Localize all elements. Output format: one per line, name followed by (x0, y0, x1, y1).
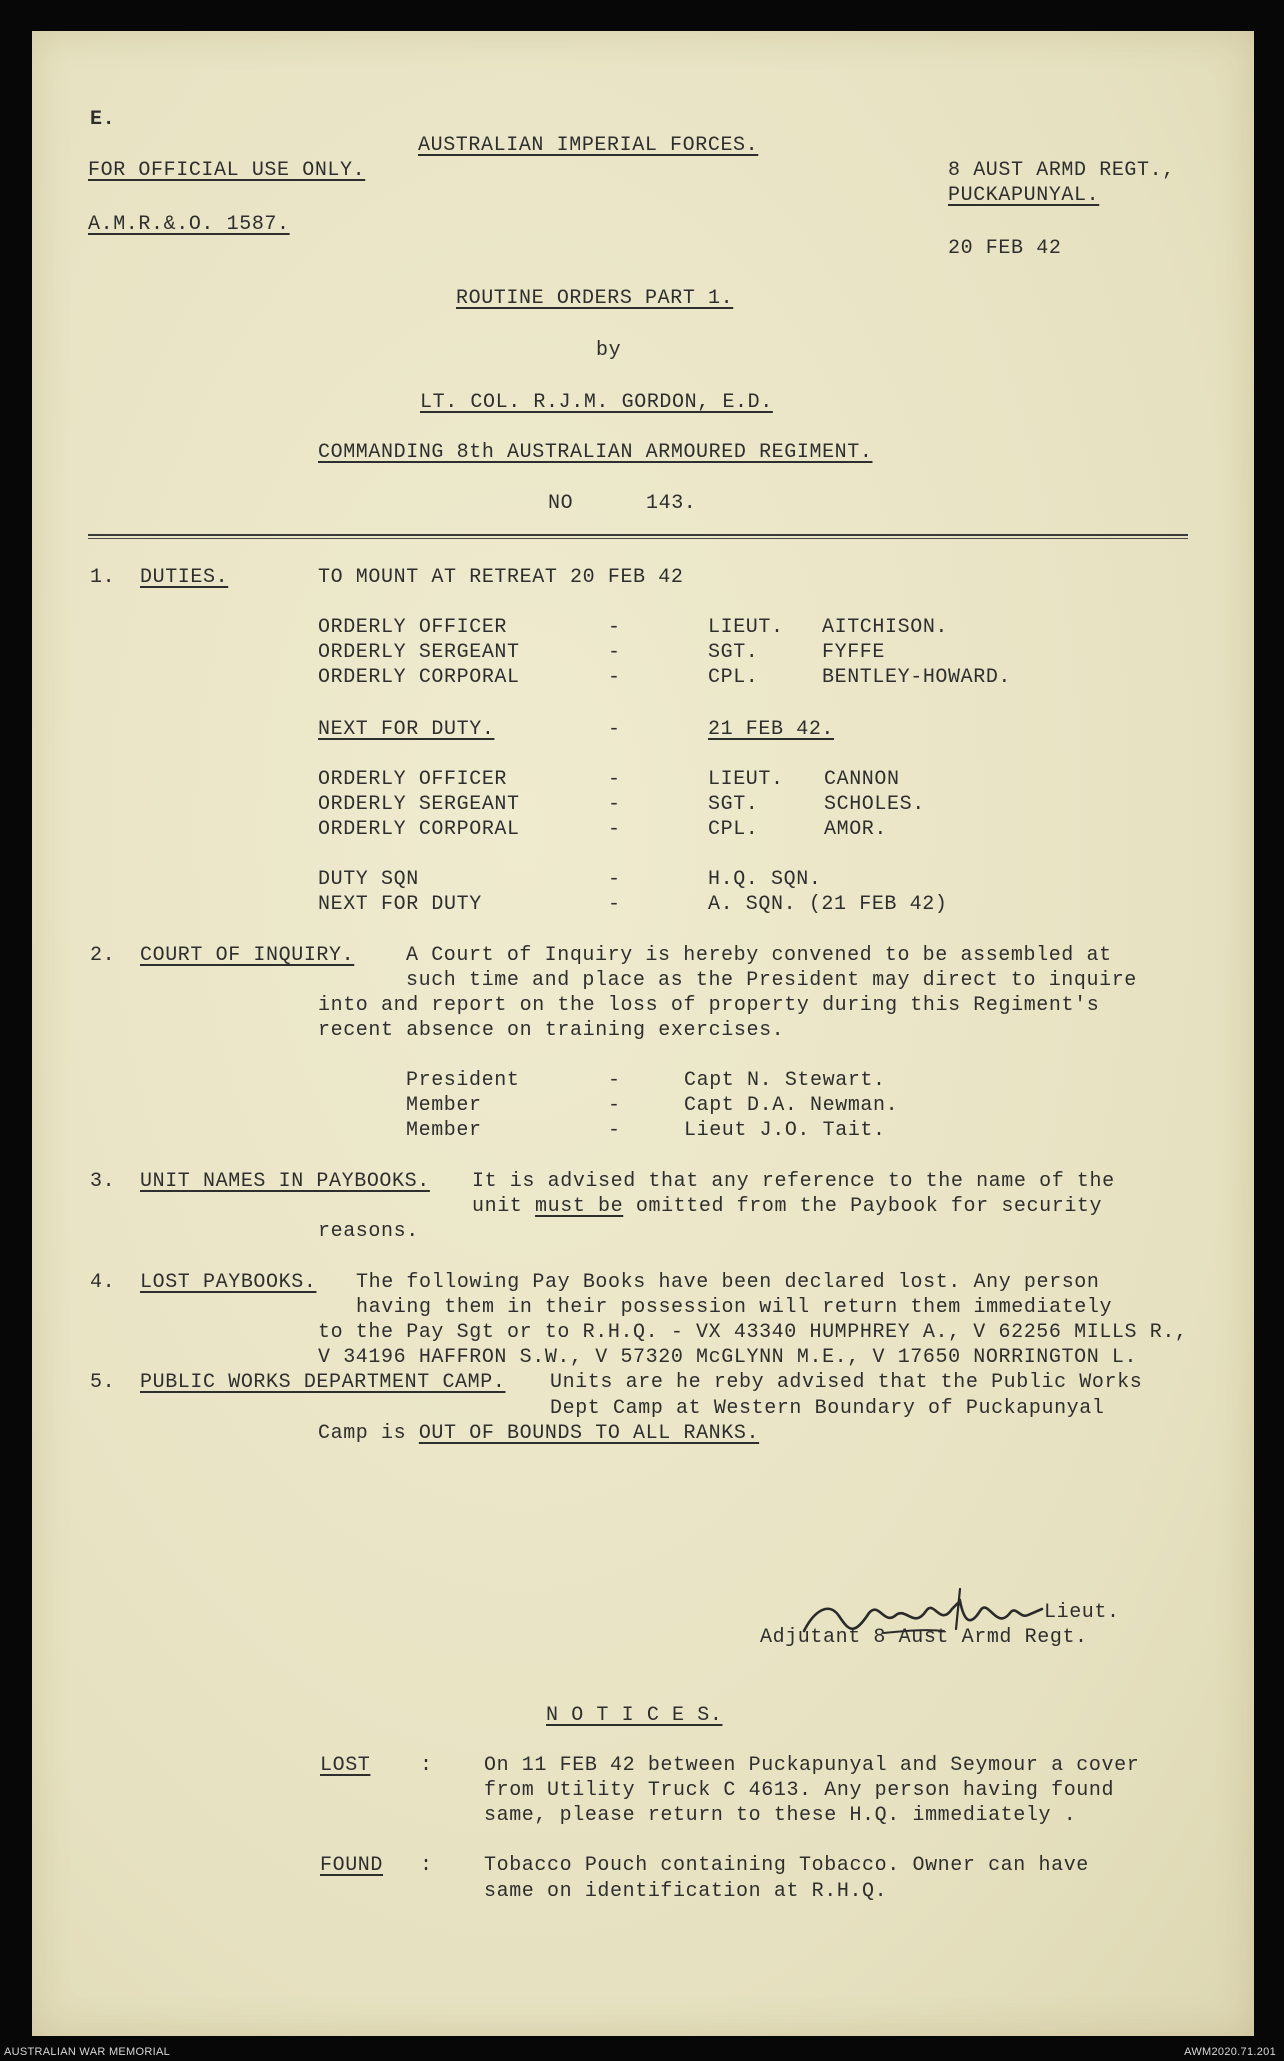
classification: FOR OFFICIAL USE ONLY. (88, 159, 366, 182)
notice-text: from Utility Truck C 4613. Any person having found (484, 1779, 1115, 1802)
dash: - (608, 868, 621, 891)
duty-role: ORDERLY SERGEANT (318, 641, 520, 664)
dash: - (608, 893, 621, 916)
dash: - (608, 718, 621, 741)
member-role: Member (406, 1094, 482, 1117)
section-heading-court: COURT OF INQUIRY. (140, 944, 355, 967)
dash: - (608, 1119, 621, 1142)
notice-label: FOUND (320, 1854, 384, 1877)
notice-label: LOST (320, 1754, 371, 1777)
order-number-label: NO (548, 492, 574, 515)
notice-separator: : (420, 1854, 433, 1877)
lost-text: The following Pay Books have been declared lost. Any person (356, 1271, 1100, 1294)
duty-rank: SGT. (708, 641, 759, 664)
next-duty-date: 21 FEB 42. (708, 718, 835, 741)
paybooks-text (472, 1195, 1102, 1219)
section-heading-paybooks: UNIT NAMES IN PAYBOOKS. (140, 1170, 430, 1193)
divider-secondary (88, 538, 1188, 539)
dash: - (608, 641, 621, 664)
unit-name: 8 AUST ARMD REGT., (948, 159, 1175, 182)
member-name: Capt D.A. Newman. (684, 1094, 899, 1117)
section-heading-duties: DUTIES. (140, 566, 229, 589)
pwd-text-part: Camp is (318, 1422, 407, 1445)
section-number: 2. (90, 944, 116, 967)
section-number: 3. (90, 1170, 116, 1193)
dash: - (608, 1094, 621, 1117)
duty-rank: CPL. (708, 666, 759, 689)
duty-role: ORDERLY OFFICER (318, 768, 508, 791)
member-role: Member (406, 1119, 482, 1142)
orders-by: by (596, 339, 622, 362)
pwd-emphasis: OUT OF BOUNDS TO ALL RANKS. (418, 1422, 760, 1445)
duty-name: CANNON (824, 768, 900, 791)
duty-role: ORDERLY SERGEANT (318, 793, 520, 816)
lost-text: V 34196 HAFFRON S.W., V 57320 McGLYNN M.E., V 17650 NORRINGTON L. (318, 1346, 1138, 1369)
orders-title: ROUTINE ORDERS PART 1. (456, 287, 734, 310)
duty-name: BENTLEY-HOWARD. (822, 666, 1012, 689)
notices-heading: N O T I C E S. (546, 1704, 723, 1727)
reference-number: A.M.R.&.O. 1587. (88, 213, 290, 236)
duty-role: ORDERLY CORPORAL (318, 666, 520, 689)
divider (88, 534, 1188, 536)
court-text: such time and place as the President may direct to inquire (406, 969, 1137, 992)
court-text: recent absence on training exercises. (318, 1019, 785, 1042)
section-number: 5. (90, 1371, 116, 1394)
pwd-text (318, 1422, 759, 1446)
paybooks-text-part: omitted from the Paybook for security (635, 1195, 1103, 1218)
duty-rank: CPL. (708, 818, 759, 841)
duty-rank: SGT. (708, 793, 759, 816)
duty-role: ORDERLY CORPORAL (318, 818, 520, 841)
notice-text: same on identification at R.H.Q. (484, 1880, 888, 1903)
paybooks-emphasis: must be (535, 1195, 624, 1218)
section-number: 1. (90, 566, 116, 589)
dash: - (608, 616, 621, 639)
pwd-text: Units are he reby advised that the Public Works (550, 1371, 1143, 1394)
next-for-duty-label: NEXT FOR DUTY. (318, 718, 495, 741)
section-heading-pwd-camp: PUBLIC WORKS DEPARTMENT CAMP. (140, 1371, 506, 1394)
duty-name: SCHOLES. (824, 793, 925, 816)
dash: - (608, 768, 621, 791)
dash: - (608, 666, 621, 689)
paybooks-text-part: unit (472, 1195, 523, 1218)
duty-role: ORDERLY OFFICER (318, 616, 508, 639)
lost-text: to the Pay Sgt or to R.H.Q. - VX 43340 HUMPHREY A., V 62256 MILLS R., (318, 1321, 1188, 1344)
corner-mark: E. (90, 108, 116, 131)
sqn-role: NEXT FOR DUTY (318, 893, 482, 916)
order-number: 143. (646, 492, 697, 515)
duty-name: AMOR. (824, 818, 888, 841)
commanding-officer: LT. COL. R.J.M. GORDON, E.D. (420, 391, 773, 414)
document-date: 20 FEB 42 (948, 237, 1062, 260)
paybooks-text: It is advised that any reference to the name of the (472, 1170, 1115, 1193)
organisation-heading: AUSTRALIAN IMPERIAL FORCES. (418, 134, 759, 157)
pwd-text: Dept Camp at Western Boundary of Puckapunyal (550, 1397, 1105, 1420)
duties-intro: TO MOUNT AT RETREAT 20 FEB 42 (318, 566, 684, 589)
commanding-unit: COMMANDING 8th AUSTRALIAN ARMOURED REGIMENT. (318, 441, 873, 464)
sqn-role: DUTY SQN (318, 868, 419, 891)
notice-separator: : (420, 1754, 433, 1777)
court-text: into and report on the loss of property during this Regiment's (318, 994, 1100, 1017)
document-page (32, 31, 1254, 2036)
signature-rank: Lieut. (1044, 1601, 1120, 1624)
paybooks-text: reasons. (318, 1220, 419, 1243)
section-heading-lost-paybooks: LOST PAYBOOKS. (140, 1271, 317, 1294)
duty-rank: LIEUT. (708, 768, 784, 791)
member-role: President (406, 1069, 520, 1092)
sqn-value: A. SQN. (21 FEB 42) (708, 893, 948, 916)
notice-text: same, please return to these H.Q. immediately . (484, 1804, 1077, 1827)
notice-text: Tobacco Pouch containing Tobacco. Owner can have (484, 1854, 1089, 1877)
notice-text: On 11 FEB 42 between Puckapunyal and Seymour a cover (484, 1754, 1140, 1777)
member-name: Lieut J.O. Tait. (684, 1119, 886, 1142)
court-text: A Court of Inquiry is hereby convened to be assembled at (406, 944, 1112, 967)
duty-name: AITCHISON. (822, 616, 949, 639)
footer-credit: AUSTRALIAN WAR MEMORIAL (4, 2046, 171, 2058)
duty-rank: LIEUT. (708, 616, 784, 639)
section-number: 4. (90, 1271, 116, 1294)
dash: - (608, 818, 621, 841)
dash: - (608, 793, 621, 816)
lost-text: having them in their possession will return them immediately (356, 1296, 1113, 1319)
signature-title: Adjutant 8 Aust Armd Regt. (760, 1626, 1088, 1649)
sqn-value: H.Q. SQN. (708, 868, 822, 891)
footer-accession-number: AWM2020.71.201 (1184, 2046, 1276, 2058)
duty-name: FYFFE (822, 641, 886, 664)
member-name: Capt N. Stewart. (684, 1069, 886, 1092)
dash: - (608, 1069, 621, 1092)
unit-location: PUCKAPUNYAL. (948, 184, 1100, 207)
